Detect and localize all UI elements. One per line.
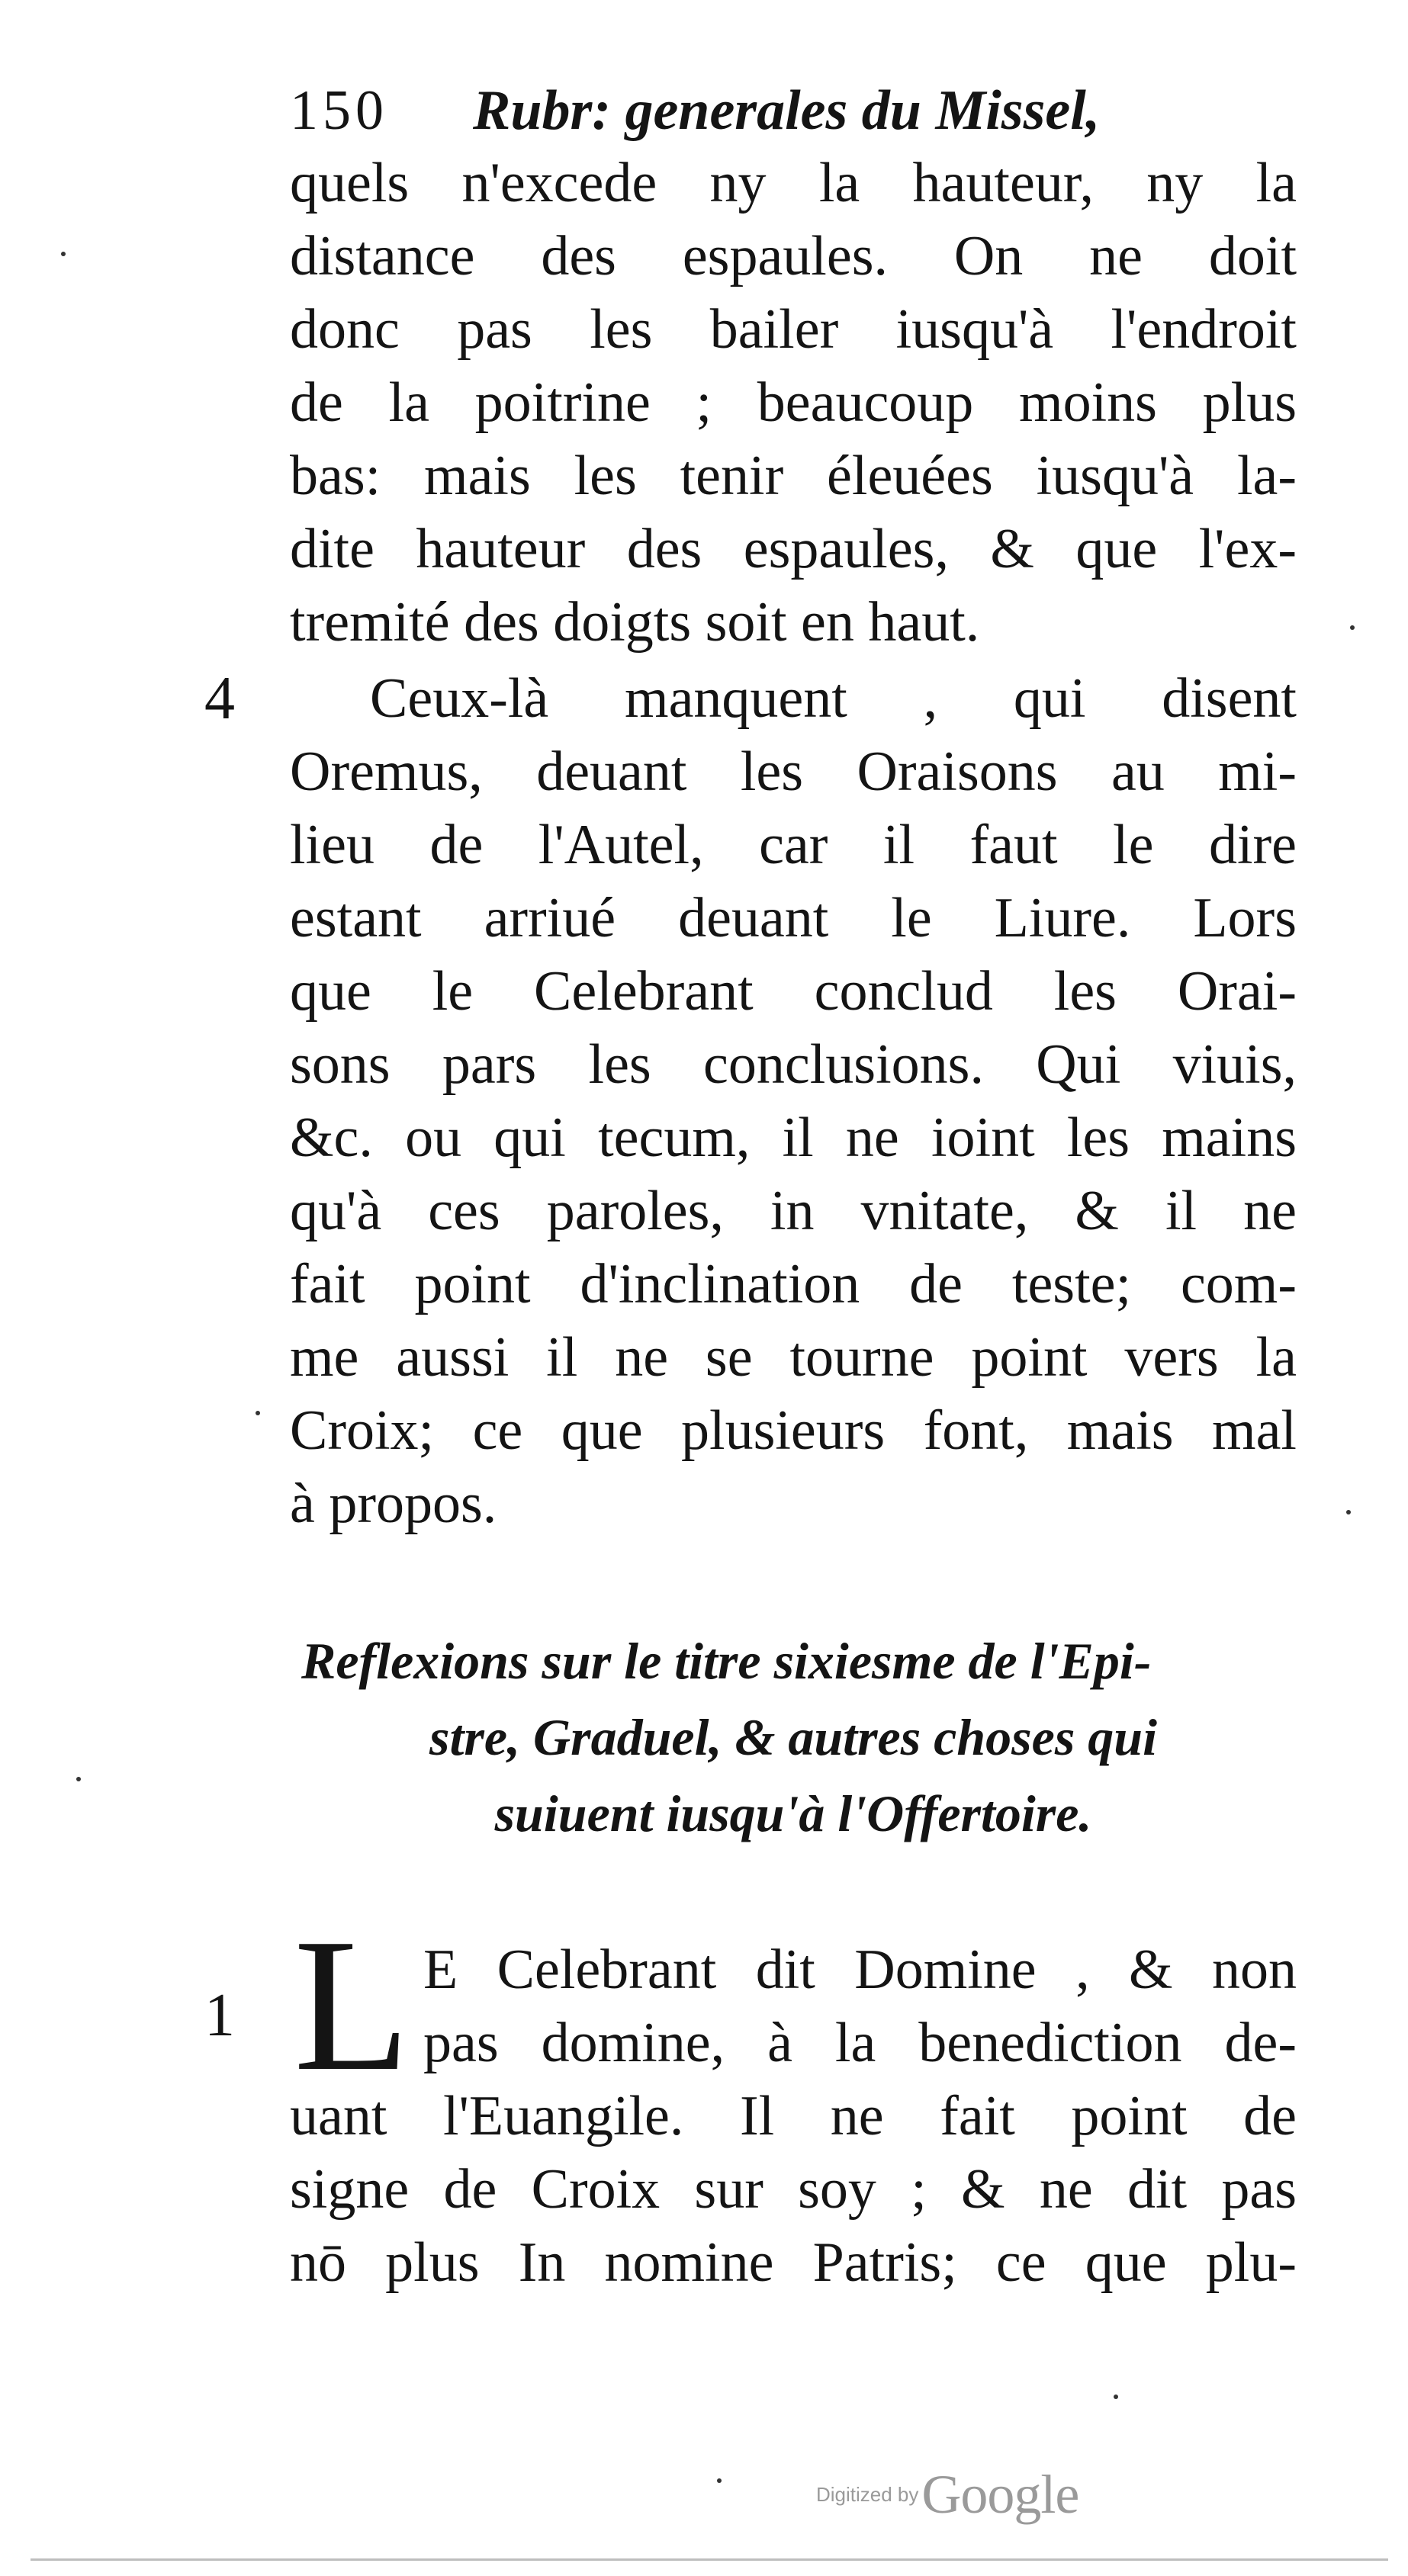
section-heading-line: stre, Graduel, & autres choses qui [429,1708,1157,1766]
text-line: que le Celebrant conclud les Orai- [290,960,1297,1023]
page-header [290,69,1297,153]
scan-speck [256,1411,260,1415]
text-line: nō plus In nomine Patris; ce que plu- [290,2231,1297,2294]
scan-speck [1346,1510,1351,1514]
text-line: donc pas les bailer iusqu'à l'endroit [290,298,1297,361]
scan-speck [61,252,66,256]
text-line: lieu de l'Autel, car il faut le dire [290,814,1297,876]
watermark-prefix: Digitized by [816,2483,919,2506]
section-heading-line: suiuent iusqu'à l'Offertoire. [494,1784,1092,1842]
text-line: E Celebrant dit Domine , & non [423,1938,1297,2001]
page-number: 150 [290,79,388,142]
text-line: qu'à ces paroles, in vnitate, & il ne [290,1180,1297,1242]
section-number: 4 [204,665,235,732]
text-line: de la poitrine ; beaucoup moins plus [290,371,1297,434]
text-line: Oremus, deuant les Oraisons au mi- [290,740,1297,803]
text-line: tremité des doigts soit en haut. [290,591,980,654]
text-line: me aussi il ne se tourne point vers la [290,1326,1297,1389]
text-line: pas domine, à la benediction de- [423,2012,1297,2074]
text-line: sons pars les conclusions. Qui viuis, [290,1033,1297,1096]
text-line: distance des espaules. On ne doit [290,225,1297,287]
drop-cap: L [294,1900,410,2111]
text-line: &c. ou qui tecum, il ne ioint les mains [290,1107,1297,1169]
text-line: uant l'Euangile. Il ne fait point de [290,2085,1297,2147]
text-line: à propos. [290,1473,497,1535]
section-heading-line: Reflexions sur le titre sixiesme de l'Epi- [301,1632,1152,1690]
page-edge [31,2558,1388,2561]
scan-speck [76,1777,81,1781]
text-line: estant arriué deuant le Liure. Lors [290,887,1297,949]
text-line: bas: mais les tenir éleuées iusqu'à la- [290,445,1297,507]
text-line: Ceux-là manquent , qui disent [370,667,1297,730]
scan-speck [717,2478,722,2483]
scan-speck [1350,625,1355,630]
text-line: signe de Croix sur soy ; & ne dit pas [290,2158,1297,2221]
text-line: quels n'excede ny la hauteur, ny la [290,152,1297,214]
text-line: fait point d'inclination de teste; com- [290,1253,1297,1315]
google-logo: Google [921,2464,1079,2525]
scan-speck [1114,2395,1118,2399]
running-title: Rubr: generales du Missel, [473,79,1101,142]
text-line: dite hauteur des espaules, & que l'ex- [290,518,1297,580]
section-number: 1 [204,1982,235,2049]
digitized-watermark [816,2463,1106,2524]
text-line: Croix; ce que plusieurs font, mais mal [290,1399,1297,1462]
